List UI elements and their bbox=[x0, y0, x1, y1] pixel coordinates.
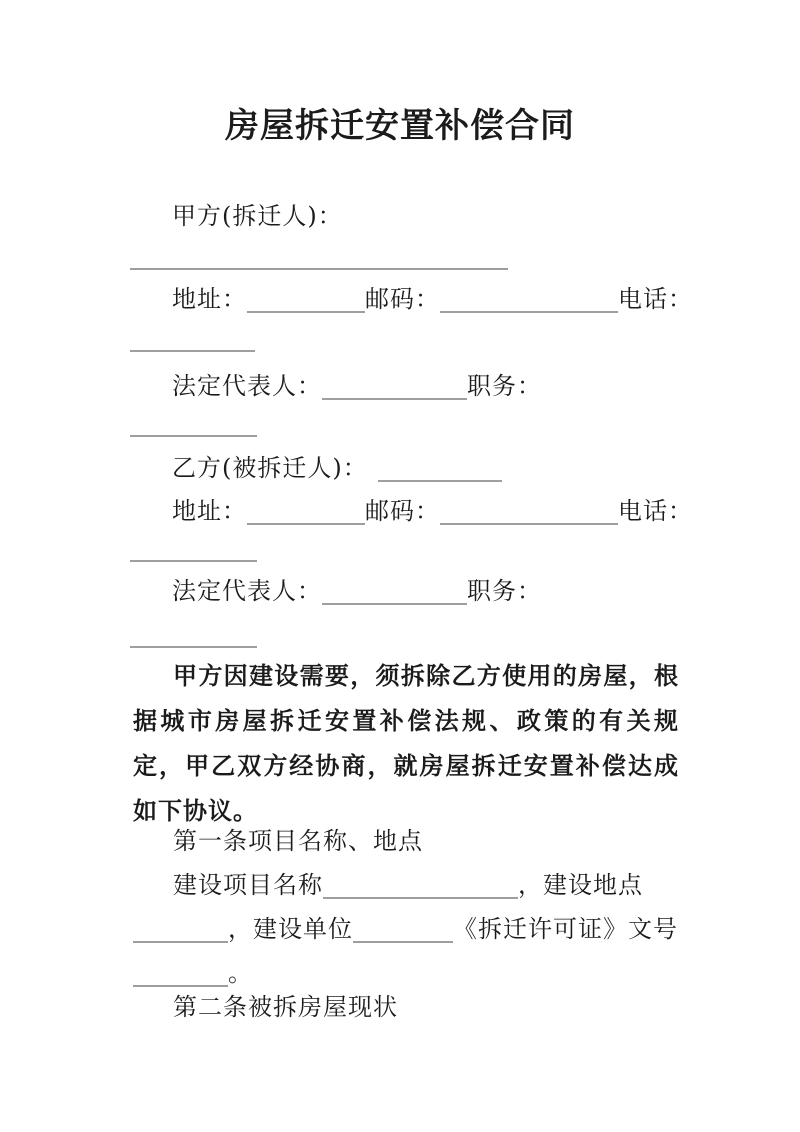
article-1-line-3 bbox=[133, 959, 253, 987]
blank-field bbox=[130, 350, 255, 352]
phone-label: 电话： bbox=[618, 285, 693, 313]
article-2-heading-label: 第二条被拆房屋现状 bbox=[173, 993, 398, 1021]
party-b-heading-label: 乙方(被拆迁人)： bbox=[172, 454, 368, 482]
period-mark: 。 bbox=[228, 959, 253, 987]
blank-field bbox=[322, 372, 467, 400]
unit-label: ，建设单位 bbox=[228, 915, 353, 943]
party-b-heading bbox=[172, 454, 502, 482]
blank-field bbox=[440, 285, 618, 313]
phone-label: 电话： bbox=[618, 497, 693, 525]
postal-label: 邮码： bbox=[365, 497, 440, 525]
article-1-line-2 bbox=[133, 915, 678, 943]
article-2-heading bbox=[133, 993, 398, 1021]
party-a-heading-label: 甲方(拆迁人)： bbox=[172, 202, 343, 230]
blank-field bbox=[133, 959, 228, 987]
blank-field bbox=[353, 915, 453, 943]
blank-field bbox=[322, 577, 467, 605]
party-a-address-line bbox=[172, 285, 693, 313]
page-title: 房屋拆迁安置补偿合同 bbox=[225, 106, 575, 146]
address-label: 地址： bbox=[172, 497, 247, 525]
article-1-line-1 bbox=[133, 871, 643, 899]
address-label: 地址： bbox=[172, 285, 247, 313]
location-label: ，建设地点 bbox=[518, 871, 643, 899]
position-label: 职务： bbox=[467, 372, 542, 400]
blank-field bbox=[247, 285, 365, 313]
blank-field bbox=[247, 497, 365, 525]
blank-field bbox=[323, 871, 518, 899]
legal-rep-label: 法定代表人： bbox=[172, 577, 322, 605]
blank-field bbox=[378, 454, 502, 482]
article-1-heading bbox=[133, 827, 423, 855]
blank-field bbox=[130, 268, 508, 270]
article-1-heading-label: 第一条项目名称、地点 bbox=[173, 827, 423, 855]
blank-field bbox=[130, 435, 257, 437]
project-name-label: 建设项目名称 bbox=[173, 871, 323, 899]
party-a-legal-rep-line bbox=[172, 372, 542, 400]
party-b-address-line bbox=[172, 497, 693, 525]
postal-label: 邮码： bbox=[365, 285, 440, 313]
party-b-legal-rep-line bbox=[172, 577, 542, 605]
legal-rep-label: 法定代表人： bbox=[172, 372, 322, 400]
blank-field bbox=[130, 646, 257, 648]
blank-field bbox=[133, 915, 228, 943]
permit-label: 《拆迁许可证》文号 bbox=[453, 915, 678, 943]
position-label: 职务： bbox=[467, 577, 542, 605]
blank-field bbox=[440, 497, 618, 525]
blank-field bbox=[130, 560, 257, 562]
preamble-paragraph: 甲方因建设需要，须拆除乙方使用的房屋，根据城市房屋拆迁安置补偿法规、政策的有关规定，甲乙双方经协商，就房屋拆迁安置补偿达成如下协议。 bbox=[133, 661, 679, 825]
party-a-heading bbox=[172, 202, 343, 230]
